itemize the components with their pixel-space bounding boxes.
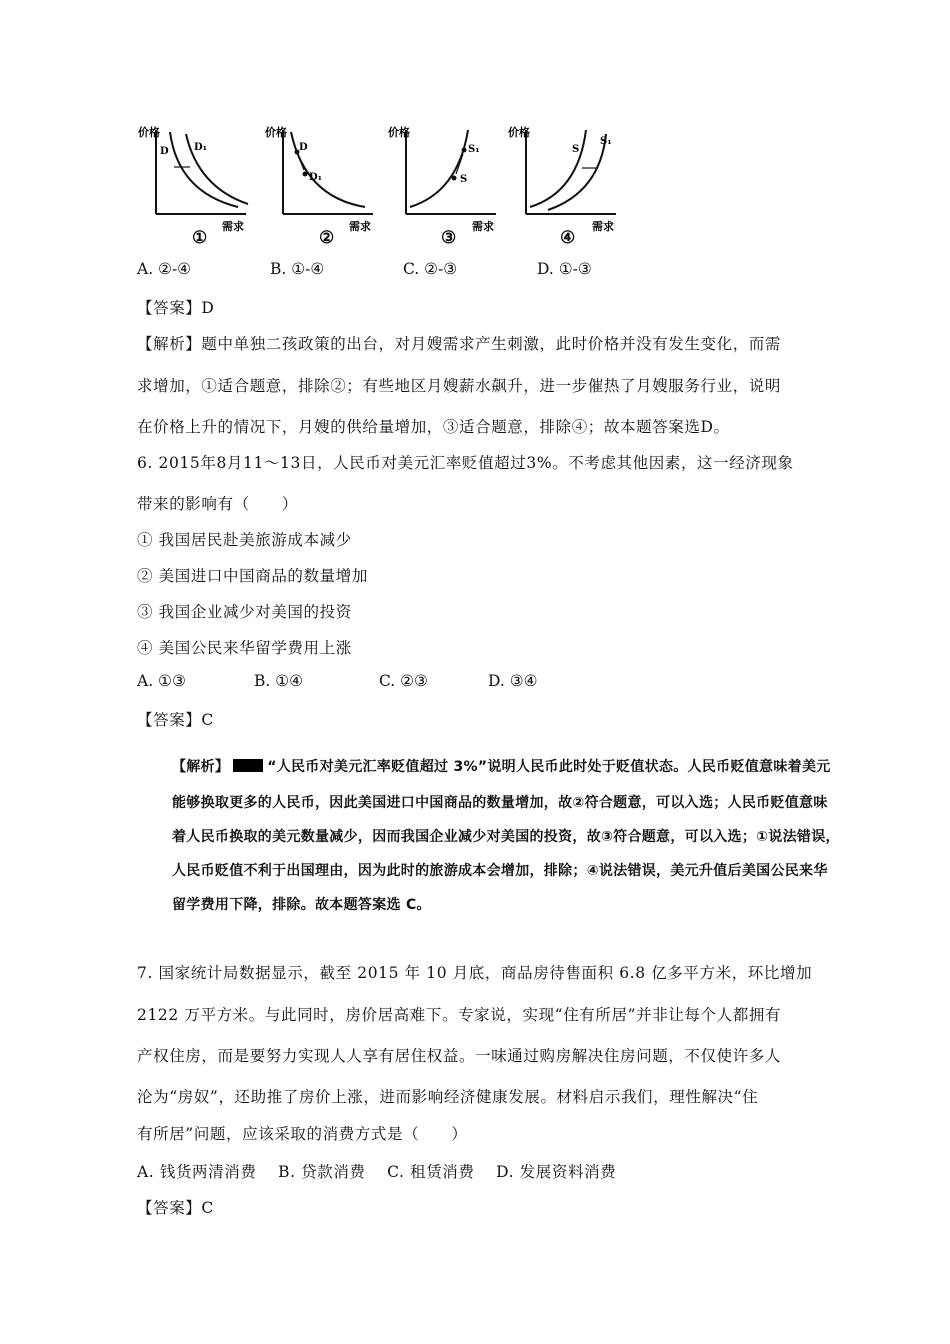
q7-stem-line: 2122 万平方米。与此同时，房价居高难下。专家说，实现“住有所居”并非让每个人都拥有 bbox=[137, 1006, 782, 1024]
q6-item: ④ 美国公民来华留学费用上涨 bbox=[137, 639, 352, 657]
price-label: 价格 bbox=[265, 126, 287, 139]
q5-option-b: B. ①-④ bbox=[270, 260, 325, 278]
curve-label: S₁ bbox=[468, 144, 480, 155]
q5-analysis-line: 在价格上升的情况下，月嫂的供给量增加，③适合题意，排除④；故本题答案选D。 bbox=[137, 418, 730, 436]
graph-4 bbox=[508, 122, 618, 233]
q6-analysis-line: 着人民币换取的美元数量减少，因而我国企业减少对美国的投资，故③符合题意，可以入选；①说法错误， bbox=[172, 829, 840, 845]
q5-option-c: C. ②-③ bbox=[403, 260, 458, 278]
q6-item: ② 美国进口中国商品的数量增加 bbox=[137, 567, 368, 585]
q6-stem-line: 6. 2015年8月11～13日，人民币对美元汇率贬值超过3%。不考虑其他因素，这一经济现象 bbox=[137, 454, 794, 472]
demand-label: 需求 bbox=[222, 220, 244, 233]
curve-label: S bbox=[572, 144, 580, 155]
q6-option-b: B. ①④ bbox=[254, 672, 304, 690]
q5-option-a: A. ②-④ bbox=[137, 260, 192, 278]
graph-2-svg bbox=[265, 122, 375, 233]
curve-label: D₁ bbox=[194, 142, 208, 153]
curve-label: S bbox=[460, 174, 468, 185]
q6-analysis-line: 留学费用下降，排除。故本题答案选 C。 bbox=[172, 897, 431, 913]
q6-item: ① 我国居民赴美旅游成本减少 bbox=[137, 531, 352, 549]
graph-number: ② bbox=[319, 228, 335, 248]
q6-stem-line: 带来的影响有（ ） bbox=[137, 495, 299, 513]
curve-label: D bbox=[299, 142, 308, 153]
q6-analysis-first-line bbox=[172, 756, 831, 776]
graph-number: ① bbox=[192, 228, 208, 248]
graph-2 bbox=[265, 122, 375, 233]
q6-analysis-line: 人民币贬值不利于出国理由，因为此时的旅游成本会增加，排除；④说法错误，美元升值后美国公民来华 bbox=[172, 863, 828, 879]
q5-option-d: D. ①-③ bbox=[537, 260, 592, 278]
curve-label: D bbox=[160, 146, 169, 157]
graph-3-svg bbox=[388, 122, 498, 233]
graph-number: ③ bbox=[441, 228, 457, 248]
demand-label: 需求 bbox=[472, 220, 494, 233]
demand-label: 需求 bbox=[349, 220, 371, 233]
q5-analysis-line: 【解析】题中单独二孩政策的出台，对月嫂需求产生刺激，此时价格并没有发生变化，而需 bbox=[137, 335, 782, 353]
q5-analysis-line: 求增加，①适合题意，排除②；有些地区月嫂薪水飙升，进一步催热了月嫂服务行业，说明 bbox=[137, 377, 782, 395]
q6-item: ③ 我国企业减少对美国的投资 bbox=[137, 603, 352, 621]
q6-answer: 【答案】C bbox=[137, 711, 214, 729]
q6-option-c: C. ②③ bbox=[379, 672, 428, 690]
q7-stem-line: 沦为“房奴”，还助推了房价上涨，进而影响经济健康发展。材料启示我们，理性解决“住 bbox=[137, 1088, 759, 1106]
price-label: 价格 bbox=[388, 126, 410, 139]
q6-analysis-line: 能够换取更多的人民币，因此美国进口中国商品的数量增加，故②符合题意，可以入选；人民币贬值意味 bbox=[172, 795, 828, 811]
graph-1-svg bbox=[138, 122, 248, 233]
price-label: 价格 bbox=[138, 126, 160, 139]
analysis-head: 【解析】 bbox=[172, 759, 230, 775]
analysis-text: “人民币对美元汇率贬值超过 3%”说明人民币此时处于贬值状态。人民币贬值意味着美元 bbox=[267, 759, 831, 775]
q7-stem-line: 有所居”问题，应该采取的消费方式是（ ） bbox=[137, 1125, 468, 1143]
q7-answer: 【答案】C bbox=[137, 1199, 214, 1217]
redaction-block bbox=[233, 759, 263, 772]
curve-label: D₁ bbox=[309, 172, 323, 183]
graph-1 bbox=[138, 122, 248, 233]
q5-answer: 【答案】D bbox=[137, 299, 215, 317]
graph-number: ④ bbox=[560, 228, 576, 248]
curve-label: S₁ bbox=[600, 136, 612, 147]
q6-option-a: A. ①③ bbox=[137, 672, 186, 690]
price-label: 价格 bbox=[508, 126, 530, 139]
graph-4-svg bbox=[508, 122, 618, 233]
q7-stem-line: 7. 国家统计局数据显示，截至 2015 年 10 月底，商品房待售面积 6.8 亿多平方米，环比增加 bbox=[137, 964, 813, 982]
q7-options: A. 钱货两清消费 B. 贷款消费 C. 租赁消费 D. 发展资料消费 bbox=[137, 1163, 617, 1181]
graph-3 bbox=[388, 122, 498, 233]
q7-stem-line: 产权住房，而是要努力实现人人享有居住权益。一味通过购房解决住房问题，不仅使许多人 bbox=[137, 1047, 782, 1065]
demand-label: 需求 bbox=[592, 220, 614, 233]
q6-option-d: D. ③④ bbox=[488, 672, 538, 690]
